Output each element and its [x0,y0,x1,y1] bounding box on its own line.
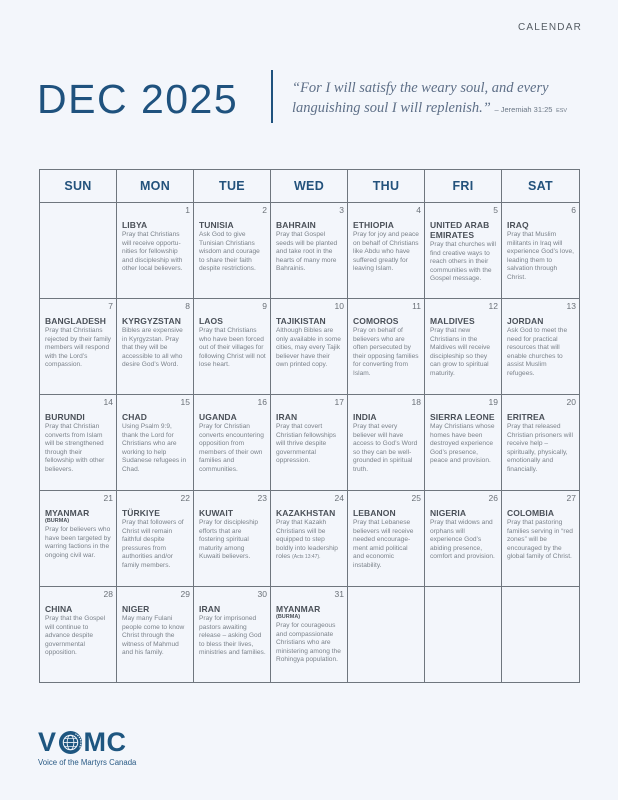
country-name: TUNISIA [199,220,234,230]
country-name: TAJIKISTAN [276,316,326,326]
prayer-request [430,327,497,379]
prayer-request [507,423,575,475]
day-cell [271,491,348,586]
prayer-text: Pray that followers of Christ will remain faithful despite pressures from authorities and/or family members. [122,519,184,569]
prayer-request [276,231,343,274]
prayer-text: Bibles are expensive in Kyrgyzstan. Pray that they will be accessible to all who desire God’s Word. [122,327,183,369]
day-cell [271,203,348,298]
weekday-tue: TUE [194,170,271,202]
day-number: 17 [334,397,344,407]
day-cell [194,587,271,682]
day-number: 16 [257,397,267,407]
day-number: 5 [493,205,498,215]
day-cell [425,395,502,490]
prayer-request [353,231,420,274]
country-name: MALDIVES [430,316,475,326]
prayer-text: Although Bibles are only available in some cities, may every Tajik believer have their own printed copy. [276,327,341,369]
day-number: 9 [262,301,267,311]
prayer-text: Pray for discipleship efforts that are fostering spiritual maturity among Kuwaiti believers. [199,519,259,561]
week-row [40,299,579,395]
prayer-text: Pray that new Christians in the Maldives will receive discipleship so they can grow to spiritual maturity. [430,327,491,377]
country-name: ERITREA [507,412,546,422]
day-cell [348,395,425,490]
day-cell [271,587,348,682]
prayer-request [430,519,497,562]
weekday-mon: MON [117,170,194,202]
prayer-request [122,615,189,658]
day-cell [40,395,117,490]
country-name: BURUNDI [45,412,85,422]
prayer-text: Pray that the Gospel will continue to advance despite governmental opposition. [45,615,106,657]
prayer-request [122,327,189,370]
prayer-text: Pray that Kazakh Christians will be equipped to step boldly into leadership roles [276,519,338,561]
prayer-scripture-ref: (Acts 13:47). [292,554,321,561]
day-cell [271,395,348,490]
country-name: TÜRKIYE [122,508,161,518]
day-number: 1 [185,205,190,215]
country-name: INDIA [353,412,377,422]
day-cell [194,203,271,298]
day-number: 30 [257,589,267,599]
logo-subtitle: Voice of the Martyrs Canada [38,758,137,767]
prayer-request [430,241,497,284]
day-cell [194,491,271,586]
country-name: LEBANON [353,508,396,518]
prayer-request [507,231,575,283]
prayer-request [353,423,420,475]
day-number: 11 [412,301,421,311]
day-cell [117,587,194,682]
day-cell [348,299,425,394]
prayer-text: Pray that Lebanese believers will receive needed encourage-ment amid political and economic instability. [353,519,414,569]
day-number: 7 [108,301,113,311]
day-number: 22 [180,493,190,503]
prayer-text: Pray that released Christian prisoners will receive help – spiritually, physically, emotionally and financially. [507,423,573,473]
empty-day-cell [348,587,425,682]
day-cell [117,203,194,298]
prayer-text: Pray that Gospel seeds will be planted and take root in the hearts of many more Bahrainis. [276,231,338,273]
country-name: MYANMAR [276,604,321,614]
day-number: 24 [334,493,344,503]
section-label: CALENDAR [517,22,582,33]
empty-day-cell [425,587,502,682]
prayer-request [353,519,420,571]
day-number: 27 [566,493,576,503]
prayer-request [45,615,112,658]
prayer-request [199,615,266,658]
prayer-text: Pray that covert Christian fellowships will thrive despite governmental oppression. [276,423,337,465]
country-name: BAHRAIN [276,220,316,230]
weekday-thu: THU [348,170,425,202]
day-cell [425,203,502,298]
verse-version: ESV [556,108,568,114]
prayer-request [45,423,112,475]
country-name: COLOMBIA [507,508,555,518]
prayer-text: Pray for courageous and compassionate Christians who are ministering among the Rohingya population. [276,622,341,664]
country-name: MYANMAR [45,508,90,518]
prayer-text: Using Psalm 9:9, thank the Lord for Christians who are working to help Sudanese refugees in Chad. [122,423,187,473]
prayer-request [45,327,112,370]
week-row [40,395,579,491]
week-row [40,491,579,587]
prayer-text: Pray that widows and orphans will experience God’s abiding presence, comfort and provision. [430,519,495,561]
day-number: 14 [103,397,113,407]
prayer-request [122,423,189,475]
prayer-text: May Christians whose homes have been destroyed experience God’s presence, peace and provision. [430,423,495,465]
day-cell [117,491,194,586]
calendar-grid [39,169,580,683]
day-cell [502,491,579,586]
country-name: LAOS [199,316,224,326]
country-name: KAZAKHSTAN [276,508,336,518]
prayer-request [353,327,420,379]
week-row [40,587,579,682]
country-name: IRAN [199,604,221,614]
country-name: UNITED ARAB EMIRATES [430,220,490,240]
day-number: 25 [411,493,421,503]
prayer-request [199,423,266,475]
prayer-request [276,519,343,562]
logo-letters-mc: MC [83,727,127,757]
country-name: CHINA [45,604,73,614]
header-divider [271,70,273,123]
weekday-sun: SUN [40,170,117,202]
day-cell [425,299,502,394]
day-number: 19 [488,397,498,407]
country-name: LIBYA [122,220,148,230]
country-name: JORDAN [507,316,544,326]
weekday-sat: SAT [528,179,553,193]
day-number: 20 [566,397,576,407]
day-number: 29 [180,589,190,599]
day-cell [194,299,271,394]
country-name: CHAD [122,412,147,422]
country-subtitle: (BURMA) [45,518,70,524]
day-number: 8 [185,301,190,311]
empty-day-cell [502,587,579,682]
prayer-text: Pray for believers who have been targeted by warring factions in the ongoing civil war. [45,526,111,559]
day-cell [117,299,194,394]
day-cell [348,203,425,298]
prayer-request [199,519,266,562]
prayer-text: Pray on behalf of believers who are often persecuted by their opposing families for converting from Islam. [353,327,419,377]
day-cell [40,587,117,682]
country-name: NIGER [122,604,150,614]
country-name: NIGERIA [430,508,467,518]
prayer-text: Pray that pastoring families serving in “red zones” will be encouraged by the global family of Christ. [507,519,573,561]
prayer-request [45,526,112,560]
day-number: 4 [416,205,421,215]
day-cell [502,299,579,394]
day-number: 23 [257,493,267,503]
day-number: 13 [566,301,576,311]
prayer-text: Pray that every believer will have access to God’s Word so they can be well-grounded in spiritual truth. [353,423,418,473]
prayer-text: Pray for joy and peace on behalf of Christians like Abdu who have suffered greatly for leaving Islam. [353,231,419,273]
verse-reference: – Jeremiah 31:25 [494,105,553,114]
logo-wordmark [38,728,136,756]
day-number: 12 [488,301,498,311]
day-number: 26 [488,493,498,503]
day-number: 3 [339,205,344,215]
prayer-text: Pray that Christian converts from Islam will be strengthened through their fellowship with other believers. [45,423,105,473]
day-number: 6 [571,205,576,215]
country-name: IRAQ [507,220,529,230]
day-number: 18 [411,397,421,407]
country-name: BANGLADESH [45,316,106,326]
day-cell [271,299,348,394]
prayer-text: Pray that Muslim militants in Iraq will experience God’s love, leading them to salvation through Christ. [507,231,574,281]
prayer-text: Pray for Christian converts encountering opposition from members of their own families and communities. [199,423,264,473]
country-name: KUWAIT [199,508,234,518]
prayer-text: Pray for imprisoned pastors awaiting release – asking God to bless their lives, ministries and families. [199,615,266,657]
empty-day-cell [40,203,117,298]
weekday-wed: WED [271,170,348,202]
country-name: UGANDA [199,412,237,422]
prayer-request [199,327,266,370]
verse-text: “For I will satisfy the weary soul, and every languishing soul I will replenish.” [292,80,549,116]
day-cell [40,491,117,586]
prayer-request [122,231,189,274]
day-cell [425,491,502,586]
weekday-fri: FRI [425,170,502,202]
day-number: 31 [334,589,344,599]
country-name: ETHIOPIA [353,220,394,230]
day-number: 28 [103,589,113,599]
week-row [40,203,579,299]
day-cell [117,395,194,490]
prayer-text: Pray that Christians who have been forced out of their villages for following Christ will not lose heart. [199,327,266,369]
country-name: COMOROS [353,316,399,326]
month-title: DEC 2025 [37,76,239,122]
prayer-text: Pray that churches will find creative ways to reach others in their communities with the Gospel message. [430,241,496,283]
country-subtitle: (BURMA) [276,614,301,620]
prayer-text: May many Fulani people come to know Christ through the witness of Mahmud and his family. [122,615,185,657]
prayer-request [276,327,343,370]
weekday-header-row [40,170,579,203]
day-cell [502,203,579,298]
prayer-request [276,423,343,466]
prayer-request [276,622,343,665]
day-cell [194,395,271,490]
prayer-text: Pray that Christians rejected by their family members will respond with the Lord’s compassion. [45,327,111,369]
vomc-logo [38,728,136,767]
prayer-request [122,519,189,571]
prayer-text: Ask God to meet the need for practical resources that will enable churches to assist Muslim refugees. [507,327,568,377]
logo-letter-v: V [38,727,57,757]
prayer-request [199,231,266,274]
day-cell [40,299,117,394]
country-name: IRAN [276,412,298,422]
globe-icon [58,730,83,755]
day-number: 15 [180,397,190,407]
prayer-request [507,327,575,379]
prayer-text: Pray that Christians will receive opportu-nities for fellowship and discipleship with other local believers. [122,231,183,273]
prayer-request [430,423,497,466]
day-number: 2 [262,205,267,215]
scripture-verse [292,78,592,121]
day-cell [348,491,425,586]
day-cell [502,395,579,490]
country-name: KYRGYZSTAN [122,316,181,326]
prayer-text: Ask God to give Tunisian Christians wisdom and courage to share their faith despite restrictions. [199,231,260,273]
country-name: SIERRA LEONE [430,412,495,422]
day-number: 10 [334,301,344,311]
day-number: 21 [103,493,113,503]
prayer-request [507,519,575,562]
